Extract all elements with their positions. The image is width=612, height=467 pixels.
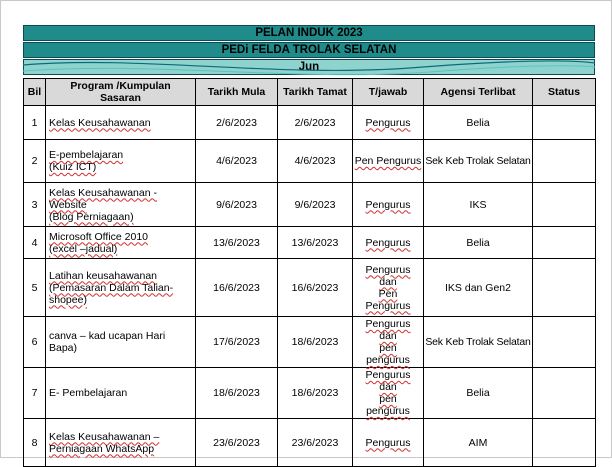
cell-bil: 2 [24, 140, 46, 183]
cell-program [46, 183, 196, 227]
cell-agensi: Sek Keb Trolak Selatan [424, 140, 533, 183]
table-row [24, 227, 596, 259]
cell-line: Perniagaan WhatsApp [49, 442, 155, 455]
cell-line: Microsoft Office 2010 [49, 230, 149, 243]
cell-program [46, 419, 196, 467]
cell-tjawab [353, 317, 424, 368]
cell-tarikh-mula: 13/6/2023 [196, 227, 278, 259]
cell-status [533, 183, 596, 227]
cell-line: (Pemasaran Dalam Talian- [49, 281, 174, 294]
cell-agensi: Belia [424, 368, 533, 419]
month-label: Jun [298, 61, 320, 73]
table-row [24, 140, 596, 183]
cell-tjawab [353, 419, 424, 467]
cell-line: (excel –jadual) [49, 242, 118, 255]
cell-line: E-pembelajaran [49, 149, 124, 161]
cell-line: Kelas Keusahawanan [49, 116, 151, 129]
cell-line: Pengurus dan [365, 318, 411, 342]
cell-line: Latihan keusahawanan [49, 269, 158, 282]
cell-line: Kelas Keusahawanan – [49, 430, 160, 443]
cell-tarikh-tamat: 2/6/2023 [278, 106, 353, 140]
column-header: Status [533, 79, 596, 106]
plan-title: PELAN INDUK 2023 [255, 27, 363, 39]
cell-tarikh-mula: 4/6/2023 [196, 140, 278, 183]
cell-agensi: IKS dan Gen2 [424, 259, 533, 317]
plan-subtitle: PEDi FELDA TROLAK SELATAN [221, 44, 397, 56]
cell-bil: 4 [24, 227, 46, 259]
cell-status [533, 227, 596, 259]
column-header: Tarikh Mula [196, 79, 278, 106]
cell-tarikh-mula: 18/6/2023 [196, 368, 278, 419]
cell-line: Pen Pengurus [354, 155, 422, 167]
cell-tarikh-tamat: 18/6/2023 [278, 317, 353, 368]
table-row [24, 183, 596, 227]
cell-tarikh-mula: 23/6/2023 [196, 419, 278, 467]
cell-program [46, 140, 196, 183]
cell-status [533, 106, 596, 140]
cell-tarikh-tamat: 4/6/2023 [278, 140, 353, 183]
cell-tjawab [353, 368, 424, 419]
cell-status [533, 317, 596, 368]
cell-bil: 6 [24, 317, 46, 368]
cell-line: canva – kad ucapan Hari Bapa) [49, 330, 166, 354]
cell-tarikh-tamat: 13/6/2023 [278, 227, 353, 259]
cell-program [46, 259, 196, 317]
cell-bil: 1 [24, 106, 46, 140]
cell-tarikh-mula: 2/6/2023 [196, 106, 278, 140]
cell-line: Pengurus dan [365, 369, 411, 393]
cell-bil: 8 [24, 419, 46, 467]
cell-tarikh-mula: 16/6/2023 [196, 259, 278, 317]
cell-line: Pengurus [365, 236, 411, 249]
cell-program [46, 317, 196, 368]
cell-tjawab [353, 140, 424, 183]
plan-table [23, 78, 596, 467]
cell-status [533, 368, 596, 419]
cell-agensi: AIM [424, 419, 533, 467]
cell-agensi: Belia [424, 227, 533, 259]
cell-tarikh-mula: 17/6/2023 [196, 317, 278, 368]
cell-status [533, 259, 596, 317]
cell-line: Pengurus [365, 116, 411, 129]
cell-program [46, 106, 196, 140]
table-row [24, 106, 596, 140]
cell-line: Pengurus [365, 436, 411, 449]
cell-tarikh-tamat: 23/6/2023 [278, 419, 353, 467]
table-row [24, 259, 596, 317]
cell-tjawab [353, 259, 424, 317]
cell-status [533, 419, 596, 467]
cell-line: Pen Pengurus [365, 287, 411, 312]
title-band [23, 25, 595, 41]
cell-tarikh-mula: 9/6/2023 [196, 183, 278, 227]
cell-tjawab [353, 106, 424, 140]
cell-line: (Blog Perniagaan) [49, 210, 134, 223]
table-row [24, 419, 596, 467]
cell-line: (Kuiz ICT) [49, 161, 97, 173]
cell-line: pen pengurus [366, 342, 410, 366]
cell-tarikh-tamat: 16/6/2023 [278, 259, 353, 317]
cell-bil: 3 [24, 183, 46, 227]
cell-line: Pengurus [365, 198, 411, 211]
cell-agensi: Sek Keb Trolak Selatan [424, 317, 533, 368]
column-header: Program /Kumpulan Sasaran [46, 79, 196, 106]
cell-program [46, 368, 196, 419]
column-header: T/jawab [353, 79, 424, 106]
cell-tjawab [353, 227, 424, 259]
cell-tarikh-tamat: 9/6/2023 [278, 183, 353, 227]
cell-line: shopee) [49, 293, 87, 306]
table-row [24, 368, 596, 419]
cell-line: Pengurus dan [365, 263, 411, 288]
cell-line: Website [49, 198, 87, 211]
column-header: Agensi Terlibat [424, 79, 533, 106]
table-row [24, 317, 596, 368]
cell-line: pen pengurus [366, 393, 410, 417]
cell-status [533, 140, 596, 183]
cell-agensi: IKS [424, 183, 533, 227]
cell-agensi: Belia [424, 106, 533, 140]
table-header-row [24, 79, 596, 106]
cell-bil: 7 [24, 368, 46, 419]
cell-line: Kelas Keusahawanan - [49, 186, 157, 199]
cell-program [46, 227, 196, 259]
cell-line: E- Pembelajaran [49, 387, 128, 399]
column-header: Tarikh Tamat [278, 79, 353, 106]
cell-tjawab [353, 183, 424, 227]
cell-bil: 5 [24, 259, 46, 317]
cell-tarikh-tamat: 18/6/2023 [278, 368, 353, 419]
column-header: Bil [24, 79, 46, 106]
